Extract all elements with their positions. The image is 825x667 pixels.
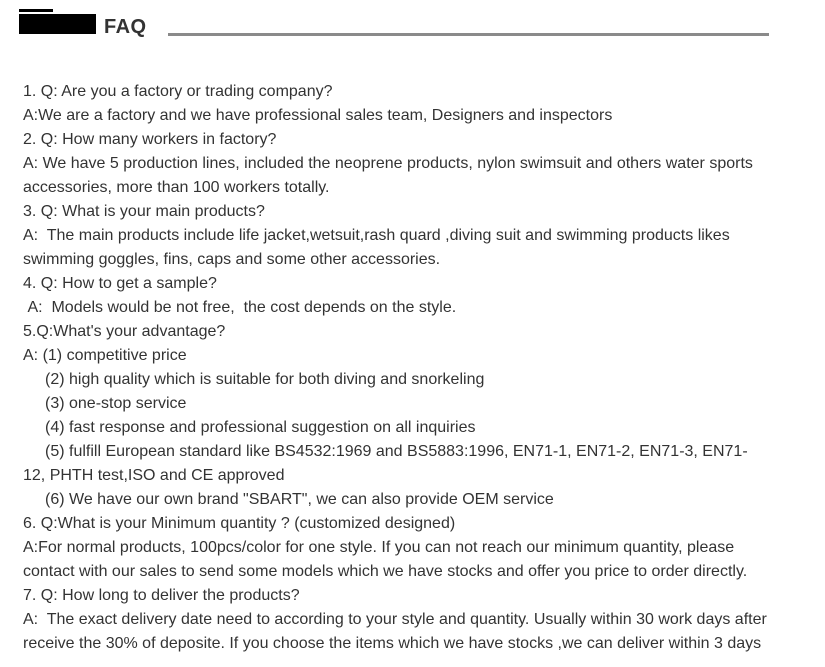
redacted-logo-mark (19, 9, 53, 12)
faq-answer-2: A: We have 5 production lines, included the neoprene products, nylon swimsuit and others water sports accessories, more than 100 workers totally. (23, 155, 758, 196)
faq-question-2: 2. Q: How many workers in factory? (23, 131, 277, 148)
faq-question-3: 3. Q: What is your main products? (23, 203, 265, 220)
faq-answer-5-item-6: (6) We have our own brand "SBART", we can also provide OEM service (45, 491, 554, 508)
faq-answer-6: A:For normal products, 100pcs/color for one style. If you can not reach our minimum quantity, please contact with our sales to send some models which we have stocks and offer you price to order directly. (23, 539, 748, 580)
faq-answer-5-item-3: (3) one-stop service (45, 395, 187, 412)
faq-answer-3: A: The main products include life jacket,wetsuit,rash quard ,diving suit and swimming products likes swimming goggles, fins, caps and some other accessories. (23, 227, 735, 268)
faq-answer-1: A:We are a factory and we have professional sales team, Designers and inspectors (23, 107, 613, 124)
faq-question-5: 5.Q:What's your advantage? (23, 323, 226, 340)
faq-question-1: 1. Q: Are you a factory or trading company? (23, 83, 333, 100)
faq-question-6: 6. Q:What is your Minimum quantity ? (customized designed) (23, 515, 456, 532)
redacted-logo-block (19, 14, 96, 34)
faq-answer-5-item-2: (2) high quality which is suitable for both diving and snorkeling (45, 371, 485, 388)
page-title: FAQ (104, 16, 147, 38)
faq-answer-4: A: Models would be not free, the cost depends on the style. (23, 299, 457, 316)
faq-header (0, 0, 825, 60)
header-divider (168, 33, 769, 36)
faq-question-7: 7. Q: How long to deliver the products? (23, 587, 300, 604)
faq-answer-7: A: The exact delivery date need to according to your style and quantity. Usually within 30 work days after receive the 30% of deposite. If you choose the items which we have stocks ,we can deliver within 3 days (23, 611, 772, 652)
faq-answer-5-item-5: (5) fulfill European standard like BS4532:1969 and BS5883:1996, EN71-1, EN71-2, EN71-3, EN71- (45, 443, 748, 460)
faq-answer-5-item-5-cont: 12, PHTH test,ISO and CE approved (23, 467, 285, 484)
faq-question-4: 4. Q: How to get a sample? (23, 275, 217, 292)
faq-content (23, 80, 773, 656)
faq-answer-5-item-4: (4) fast response and professional suggestion on all inquiries (45, 419, 476, 436)
faq-answer-5-item-1: A: (1) competitive price (23, 347, 187, 364)
